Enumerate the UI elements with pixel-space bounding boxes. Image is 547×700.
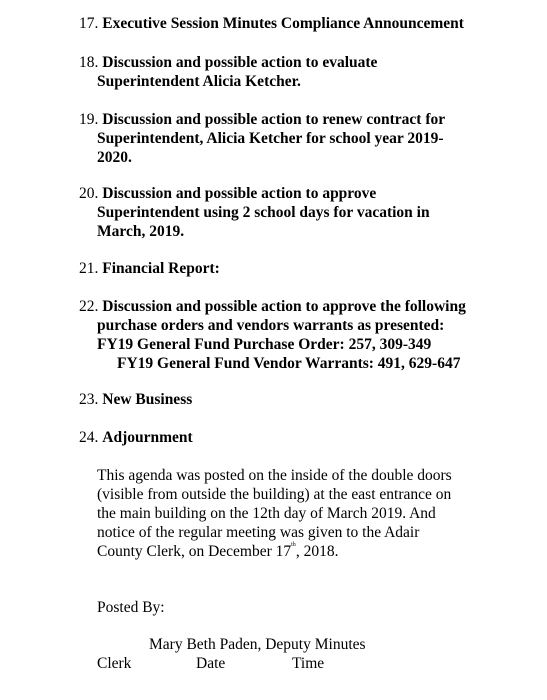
item-text: FY19 General Fund Vendor Warrants: 491, 629-647 (117, 355, 461, 372)
item-text: Executive Session Minutes Compliance Announcement (102, 15, 464, 32)
notice-last-suffix: , 2018. (295, 543, 339, 560)
item-text: FY19 General Fund Purchase Order: 257, 309-349 (97, 336, 432, 353)
item-text: Superintendent, Alicia Ketcher for school year 2019- (97, 130, 444, 147)
signature-date: Date (196, 655, 226, 672)
item-text: March, 2019. (97, 223, 185, 240)
notice-last-prefix: County Clerk, on December 17 (97, 543, 292, 560)
item-number: 18. (79, 54, 99, 71)
item-text: Adjournment (102, 429, 193, 446)
agenda-item-20 (79, 184, 519, 241)
item-text: Discussion and possible action to approve the following (102, 298, 466, 315)
item-number: 23. (79, 391, 99, 408)
agenda-item-18 (79, 53, 519, 91)
posting-notice (97, 466, 517, 561)
item-number: 17. (79, 15, 99, 32)
item-text: Discussion and possible action to renew contract for (102, 111, 446, 128)
item-number: 22. (79, 298, 99, 315)
signature-time: Time (292, 655, 325, 672)
item-text: New Business (102, 391, 193, 408)
item-text: Financial Report: (102, 260, 220, 277)
item-number: 21. (79, 260, 99, 277)
item-text: Superintendent using 2 school days for vacation in (97, 204, 430, 221)
agenda-item-24 (79, 428, 519, 447)
notice-ordinal: th (291, 542, 296, 548)
item-text: Discussion and possible action to approve (102, 185, 377, 202)
item-text: 2020. (97, 149, 132, 166)
agenda-item-19 (79, 110, 519, 167)
notice-line: This agenda was posted on the inside of the double doors (97, 467, 452, 484)
agenda-item-22 (79, 297, 519, 373)
item-number: 24. (79, 429, 99, 446)
item-text: Discussion and possible action to evaluate (102, 54, 378, 71)
item-number: 19. (79, 111, 99, 128)
posted-by-label: Posted By: (97, 599, 165, 616)
item-text: Superintendent Alicia Ketcher. (97, 73, 301, 90)
agenda-item-17 (79, 14, 519, 33)
signature-name: Mary Beth Paden, Deputy Minutes (149, 636, 366, 653)
notice-line: notice of the regular meeting was given to the Adair (97, 524, 420, 541)
item-number: 20. (79, 185, 99, 202)
agenda-item-23 (79, 390, 519, 409)
signature-clerk: Clerk (97, 655, 132, 672)
notice-line: the main building on the 12th day of March 2019. And (97, 505, 436, 522)
notice-line: (visible from outside the building) at the east entrance on (97, 486, 452, 503)
item-text: purchase orders and vendors warrants as presented: (97, 317, 445, 334)
agenda-item-21 (79, 259, 519, 278)
notice-line-last (97, 542, 517, 561)
